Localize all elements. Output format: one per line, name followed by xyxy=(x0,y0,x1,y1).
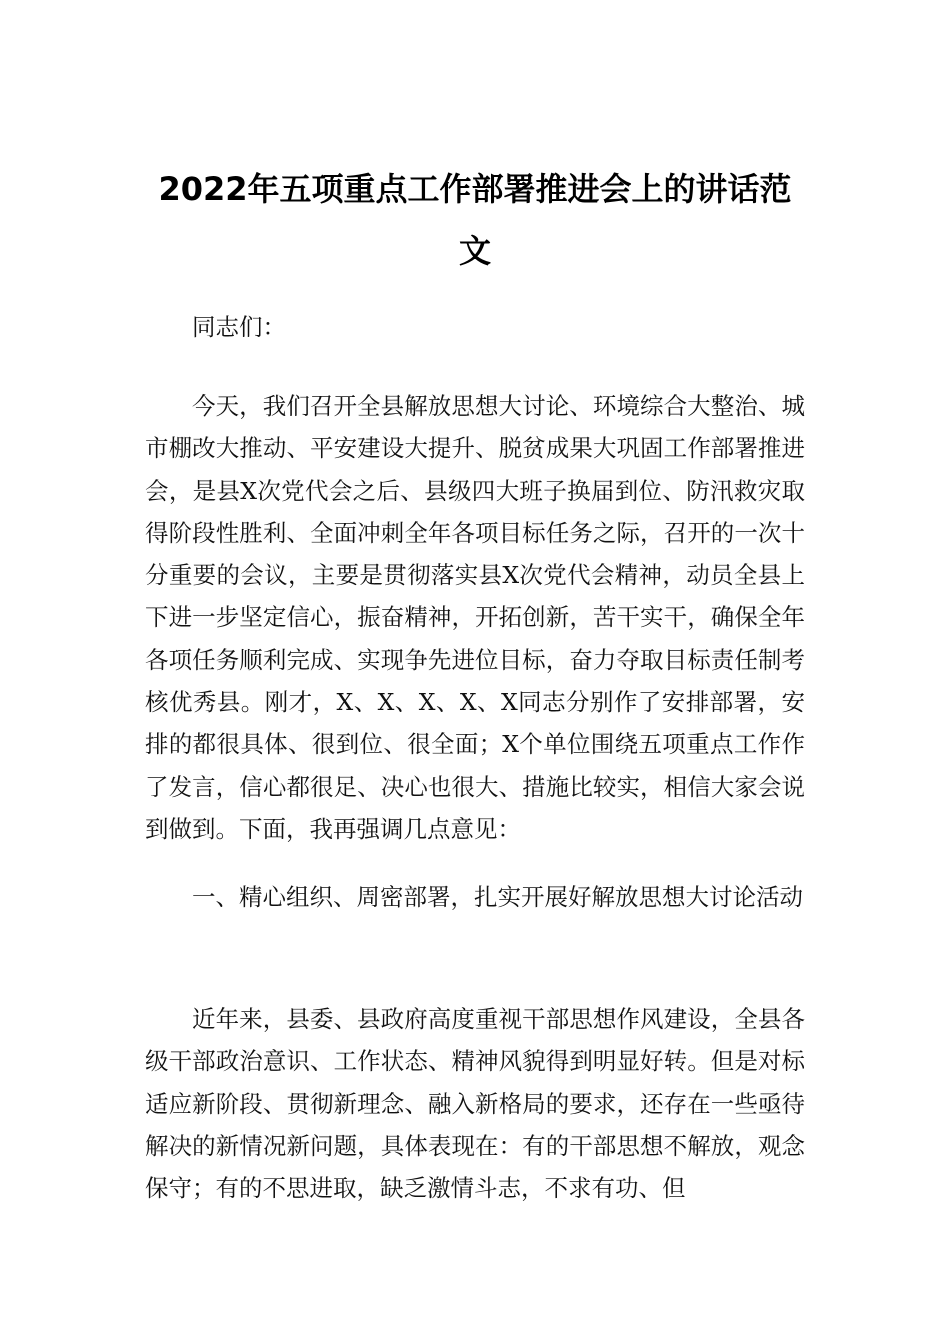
paragraph-opening: 今天，我们召开全县解放思想大讨论、环境综合大整治、城市棚改大推动、平安建设大提升、脱贫成果大巩固工作部署推进会，是县X次党代会之后、县级四大班子换届到位、防汛救灾取得阶段性胜利、全面冲刺全年各项目标任务之际，召开的一次十分重要的会议，主要是贯彻落实县X次党代会精神，动员全县上下进一步坚定信心，振奋精神，开拓创新，苦干实干，确保全年各项任务顺利完成、实现争先进位目标，奋力夺取目标责任制考核优秀县。刚才，X、X、X、X、X同志分别作了安排部署，安排的都很具体、很到位、很全面；X个单位围绕五项重点工作作了发言，信心都很足、决心也很大、措施比较实，相信大家会说到做到。下面，我再强调几点意见： xyxy=(145,392,805,843)
section-heading-1: 一、精心组织、周密部署，扎实开展好解放思想大讨论活动 xyxy=(192,883,803,911)
paragraph-section-1: 近年来，县委、县政府高度重视干部思想作风建设，全县各级干部政治意识、工作状态、精神风貌得到明显好转。但是对标适应新阶段、贯彻新理念、融入新格局的要求，还存在一些亟待解决的新情况新问题，具体表现在：有的干部思想不解放，观念保守；有的不思进取，缺乏激情斗志，不求有功、但 xyxy=(145,1005,805,1203)
document-title: 2022年五项重点工作部署推进会上的讲话范文 xyxy=(158,170,792,270)
salutation: 同志们： xyxy=(192,313,286,341)
